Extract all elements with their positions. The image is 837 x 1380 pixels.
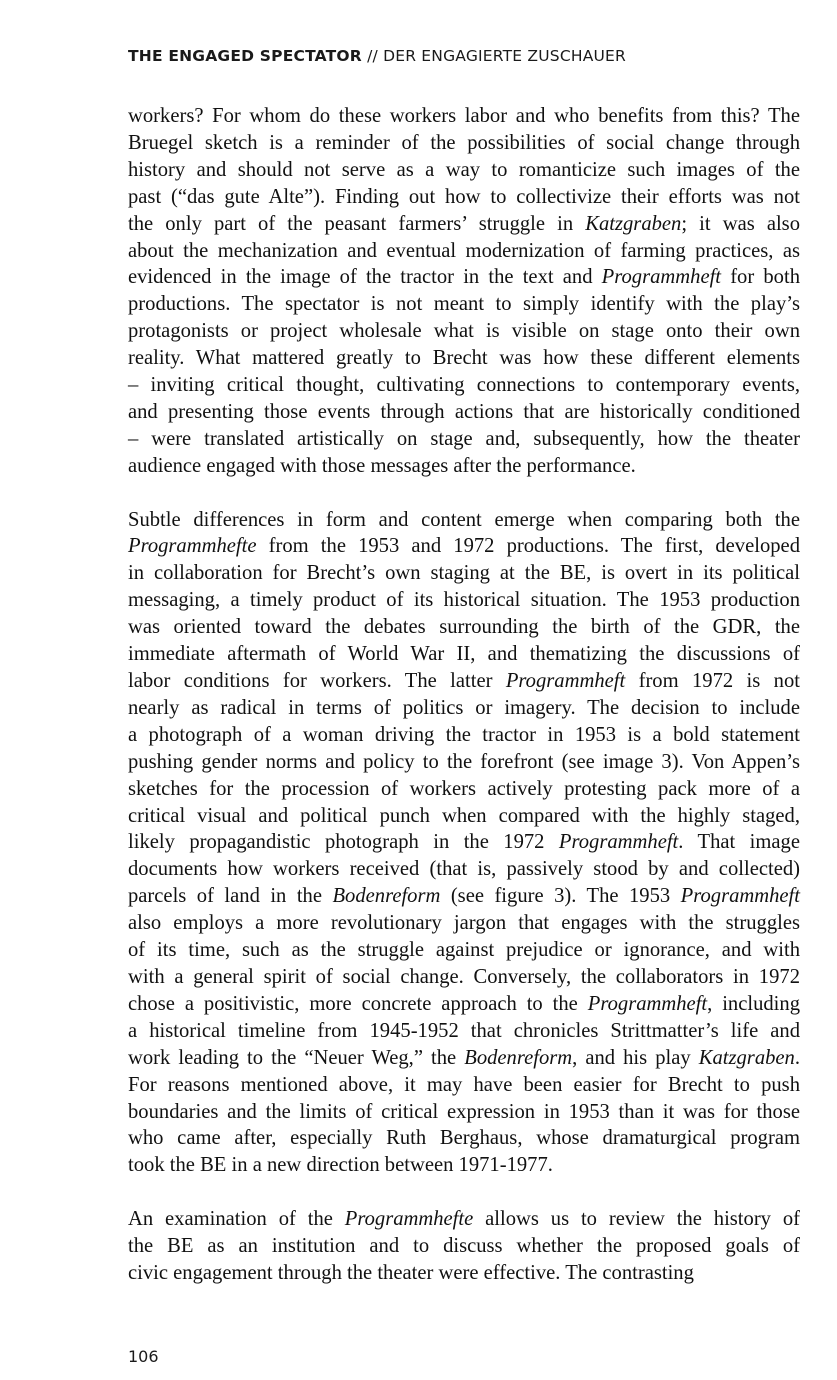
text-line bbox=[128, 668, 800, 695]
text-run: For reasons mentioned above, it may have been easier for Brecht to push bbox=[128, 1073, 800, 1096]
text-run: ; it was also bbox=[681, 212, 800, 235]
page-number: 106 bbox=[128, 1347, 159, 1366]
text-line bbox=[128, 1072, 800, 1099]
text-line bbox=[128, 587, 800, 614]
text-line bbox=[128, 238, 800, 265]
text-run: allows us to review the history of bbox=[473, 1208, 801, 1231]
text-run: messaging, a timely product of its historical situation. The 1953 production bbox=[128, 589, 800, 612]
text-run: likely propagandistic photograph in the 1972 bbox=[128, 831, 559, 854]
text-run: from the 1953 and 1972 productions. The first, developed bbox=[256, 535, 800, 558]
text-line bbox=[128, 1125, 800, 1152]
text-run: critical visual and political punch when compared with the highly staged, bbox=[128, 804, 800, 827]
text-run: and presenting those events through actions that are historically conditioned bbox=[128, 400, 800, 423]
text-line bbox=[128, 937, 800, 964]
text-run: labor conditions for workers. The latter bbox=[128, 670, 506, 693]
body-text bbox=[128, 103, 800, 1287]
text-line bbox=[128, 803, 800, 830]
text-line bbox=[128, 1206, 800, 1233]
italic-title: Katzgraben bbox=[698, 1046, 795, 1069]
text-line bbox=[128, 1152, 800, 1179]
text-run: a photograph of a woman driving the tractor in 1953 is a bold statement bbox=[128, 723, 800, 746]
text-run: for both bbox=[721, 266, 800, 289]
text-run: , and his play bbox=[572, 1046, 699, 1069]
italic-title: Programmheft bbox=[587, 992, 708, 1015]
text-run: in collaboration for Brecht’s own staging at the BE, is overt in its political bbox=[128, 562, 800, 585]
text-line bbox=[128, 157, 800, 184]
italic-title: Programmheft bbox=[505, 670, 626, 693]
text-run: parcels of land in the bbox=[128, 885, 333, 908]
italic-title: Bodenreform bbox=[464, 1046, 573, 1069]
text-line bbox=[128, 103, 800, 130]
text-run: of its time, such as the struggle against prejudice or ignorance, and with bbox=[128, 939, 800, 962]
text-line bbox=[128, 184, 800, 211]
running-header-title-en: THE ENGAGED SPECTATOR bbox=[128, 47, 362, 65]
text-line bbox=[128, 372, 800, 399]
text-run: – inviting critical thought, cultivating connections to contemporary events, bbox=[128, 374, 800, 397]
text-line bbox=[128, 291, 800, 318]
text-line bbox=[128, 829, 800, 856]
text-line bbox=[128, 964, 800, 991]
italic-title: Programmheft bbox=[558, 831, 679, 854]
italic-title: Programmheft bbox=[680, 885, 800, 908]
text-run: Bruegel sketch is a reminder of the possibilities of social change through bbox=[128, 131, 800, 154]
text-run: work leading to the “Neuer Weg,” the bbox=[128, 1046, 465, 1069]
text-line bbox=[128, 560, 800, 587]
text-run: An examination of the bbox=[128, 1208, 345, 1231]
text-line bbox=[128, 776, 800, 803]
text-line bbox=[128, 453, 800, 480]
text-run: about the mechanization and eventual modernization of farming practices, as bbox=[128, 239, 800, 262]
text-line bbox=[128, 211, 800, 238]
text-run: productions. The spectator is not meant to simply identify with the play’s bbox=[128, 293, 800, 316]
italic-title: Bodenreform bbox=[332, 885, 441, 908]
text-run: was oriented toward the debates surrounding the birth of the GDR, the bbox=[128, 616, 800, 639]
text-run: pushing gender norms and policy to the forefront (see image 3). Von Appen’s bbox=[128, 750, 800, 773]
text-run: immediate aftermath of World War II, and thematizing the discussions of bbox=[128, 643, 800, 666]
text-line bbox=[128, 318, 800, 345]
text-run: Subtle differences in form and content emerge when comparing both the bbox=[128, 508, 800, 531]
text-run: also employs a more revolutionary jargon that engages with the struggles bbox=[128, 912, 800, 935]
text-run: . That image bbox=[678, 831, 800, 854]
running-header bbox=[128, 47, 626, 65]
text-run: . bbox=[794, 1046, 801, 1069]
text-line bbox=[128, 614, 800, 641]
text-run: sketches for the procession of workers actively protesting pack more of a bbox=[128, 777, 800, 800]
text-run: nearly as radical in terms of politics or imagery. The decision to include bbox=[128, 696, 800, 719]
text-line bbox=[128, 1260, 800, 1287]
text-line bbox=[128, 856, 800, 883]
text-line bbox=[128, 991, 800, 1018]
text-run: documents how workers received (that is, passively stood by and collected) bbox=[128, 858, 800, 881]
running-header-title-de: DER ENGAGIERTE ZUSCHAUER bbox=[383, 47, 627, 65]
text-line bbox=[128, 910, 800, 937]
text-line bbox=[128, 399, 800, 426]
text-line bbox=[128, 426, 800, 453]
text-run: with a general spirit of social change. Conversely, the collaborators in 1972 bbox=[128, 965, 800, 988]
text-line bbox=[128, 264, 800, 291]
paragraph bbox=[128, 507, 800, 1180]
text-run: civic engagement through the theater were effective. The contrasting bbox=[128, 1261, 694, 1284]
text-run: workers? For whom do these workers labor and who benefits from this? The bbox=[128, 105, 800, 127]
text-run: history and should not serve as a way to romanticize such images of the bbox=[128, 158, 800, 181]
text-line bbox=[128, 749, 800, 776]
text-run: past (“das gute Alte”). Finding out how to collectivize their efforts was not bbox=[128, 185, 800, 208]
text-run: chose a positivistic, more concrete approach to the bbox=[128, 992, 588, 1015]
text-line bbox=[128, 1045, 800, 1072]
italic-title: Katzgraben bbox=[585, 212, 682, 235]
text-run: audience engaged with those messages after the performance. bbox=[128, 454, 636, 477]
text-run: who came after, especially Ruth Berghaus, whose dramaturgical program bbox=[128, 1127, 800, 1150]
text-run: the BE as an institution and to discuss whether the proposed goals of bbox=[128, 1235, 800, 1258]
text-run: , including bbox=[707, 992, 800, 1015]
italic-title: Programmhefte bbox=[128, 535, 257, 558]
text-run: reality. What mattered greatly to Brecht was how these different elements bbox=[128, 347, 800, 370]
text-line bbox=[128, 1018, 800, 1045]
paragraph bbox=[128, 103, 800, 480]
paragraph bbox=[128, 1206, 800, 1287]
text-line bbox=[128, 1099, 800, 1126]
text-run: – were translated artistically on stage and, subsequently, how the theater bbox=[128, 427, 800, 450]
text-line bbox=[128, 533, 800, 560]
text-line bbox=[128, 345, 800, 372]
text-line bbox=[128, 641, 800, 668]
text-line bbox=[128, 695, 800, 722]
text-line bbox=[128, 883, 800, 910]
text-line bbox=[128, 1233, 800, 1260]
text-run: protagonists or project wholesale what is visible on stage onto their own bbox=[128, 320, 800, 343]
text-run: (see figure 3). The 1953 bbox=[440, 885, 681, 908]
text-run: evidenced in the image of the tractor in the text and bbox=[128, 266, 602, 289]
italic-title: Programmheft bbox=[601, 266, 722, 289]
text-run: took the BE in a new direction between 1971-1977. bbox=[128, 1154, 553, 1177]
text-line bbox=[128, 722, 800, 749]
running-header-separator: // bbox=[367, 47, 378, 65]
text-line bbox=[128, 130, 800, 157]
italic-title: Programmhefte bbox=[344, 1208, 474, 1231]
text-run: from 1972 is not bbox=[625, 670, 800, 693]
text-run: boundaries and the limits of critical expression in 1953 than it was for those bbox=[128, 1100, 800, 1123]
text-run: a historical timeline from 1945-1952 that chronicles Strittmatter’s life and bbox=[128, 1019, 800, 1042]
text-line bbox=[128, 507, 800, 534]
text-run: the only part of the peasant farmers’ struggle in bbox=[128, 212, 586, 235]
